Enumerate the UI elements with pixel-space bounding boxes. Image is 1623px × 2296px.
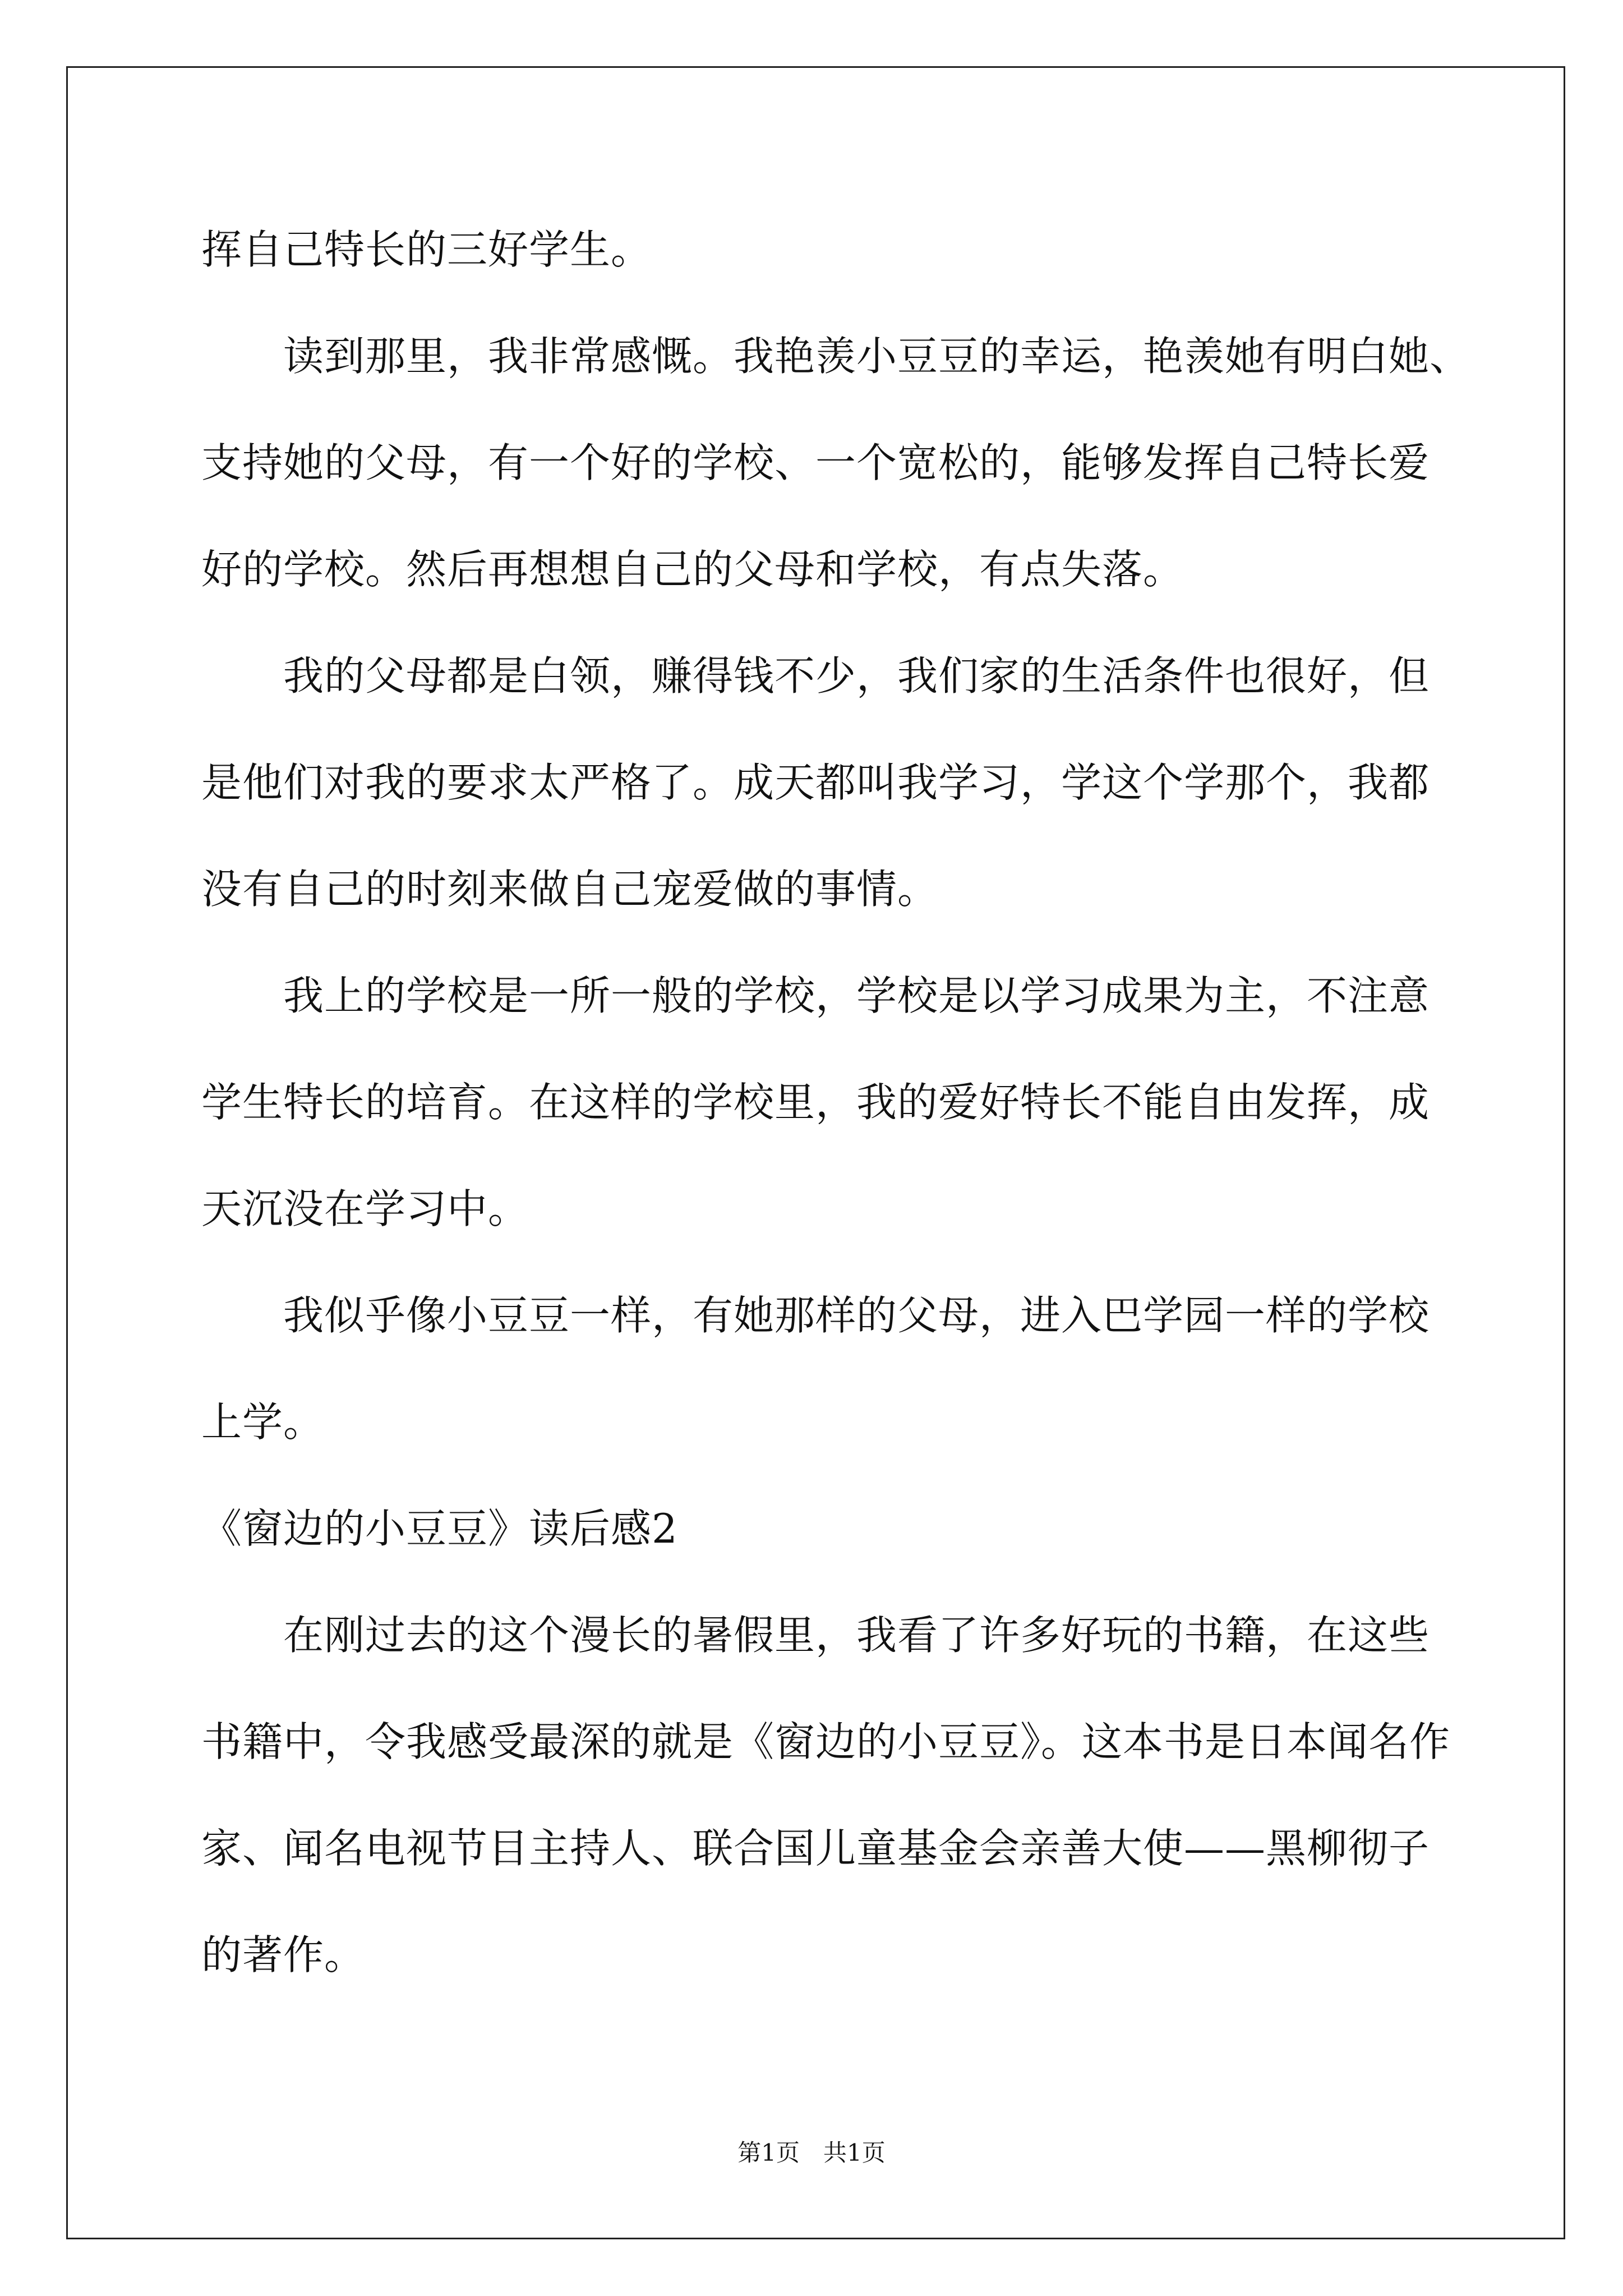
paragraph (201, 196, 1536, 303)
paragraph (201, 303, 1536, 623)
text-line: 好的学校。然后再想想自己的父母和学校，有点失落。 (201, 546, 1184, 593)
page-footer: 第1页 共1页 (737, 2139, 886, 2166)
paragraph (201, 942, 1536, 1262)
text-line: 我的父母都是白领，赚得钱不少，我们家的生活条件也很好，但 (283, 652, 1430, 700)
text-line: 读到那里，我非常感慨。我艳羡小豆豆的幸运，艳羡她有明白她、 (283, 333, 1471, 380)
document-body (201, 196, 1536, 2008)
paragraph (201, 623, 1536, 942)
text-line: 我上的学校是一所一般的学校，学校是以学习成果为主，不注意 (283, 972, 1430, 1019)
section-heading: 《窗边的小豆豆》读后感2 (201, 1505, 678, 1552)
paragraph (201, 1262, 1536, 1475)
text-line: 书籍中，令我感受最深的就是《窗边的小豆豆》。这本书是日本闻名作 (201, 1718, 1451, 1765)
text-line: 挥自己特长的三好学生。 (201, 226, 652, 273)
text-line: 在刚过去的这个漫长的暑假里，我看了许多好玩的书籍，在这些 (283, 1612, 1430, 1659)
text-line: 是他们对我的要求太严格了。成天都叫我学习，学这个学那个，我都 (201, 759, 1430, 806)
text-line: 支持她的父母，有一个好的学校、一个宽松的，能够发挥自己特长爱 (201, 439, 1430, 486)
text-line: 家、闻名电视节目主持人、联合国儿童基金会亲善大使——黑柳彻子 (201, 1825, 1430, 1872)
text-line: 上学。 (201, 1398, 325, 1446)
text-line: 我似乎像小豆豆一样，有她那样的父母，进入巴学园一样的学校 (283, 1292, 1430, 1339)
text-line: 学生特长的培育。在这样的学校里，我的爱好特长不能自由发挥，成 (201, 1079, 1430, 1126)
text-line: 没有自己的时刻来做自己宠爱做的事情。 (201, 866, 939, 913)
text-line: 天沉没在学习中。 (201, 1185, 529, 1232)
paragraph (201, 1582, 1536, 2008)
text-line: 的著作。 (201, 1931, 366, 1978)
